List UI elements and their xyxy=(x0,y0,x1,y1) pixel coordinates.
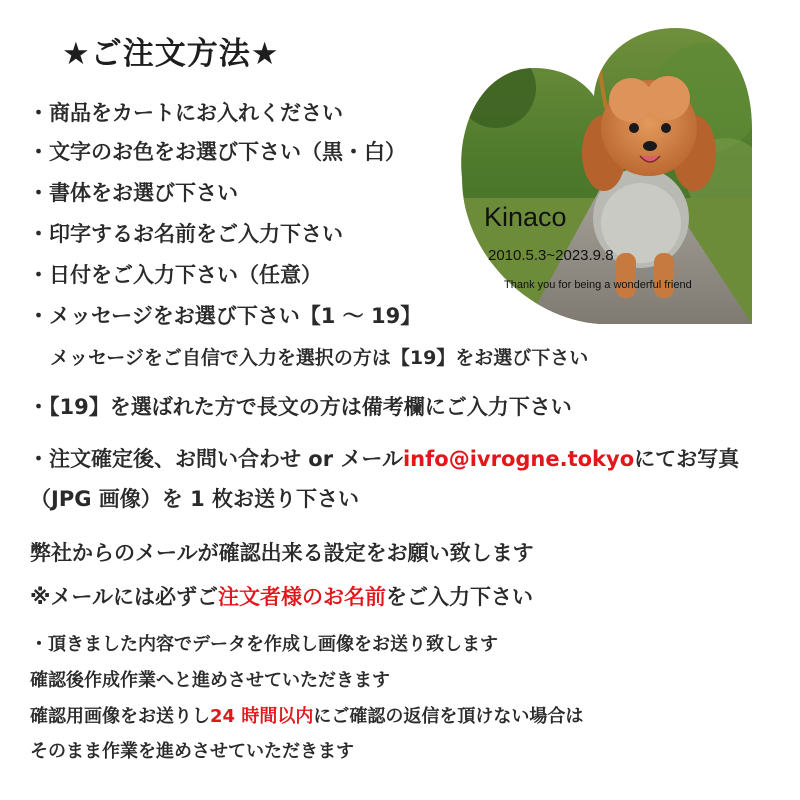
step-6: ・メッセージをお選び下さい【1 ～ 19】 xyxy=(28,304,422,328)
plate-dates: 2010.5.3~2023.9.8 xyxy=(488,247,614,264)
name-line-highlight: 注文者様のお名前 xyxy=(218,585,386,609)
email-setting-line: 弊社からのメールが確認出来る設定をお願い致します xyxy=(30,541,534,565)
photo-line-2: （JPG 画像）を 1 枚お送り下さい xyxy=(30,487,359,511)
process-line-2: 確認後作成作業へと進めさせていただきます xyxy=(30,670,390,691)
email-link[interactable]: info@ivrogne.tokyo xyxy=(402,447,635,471)
process-line-3-after: にご確認の返信を頂けない場合は xyxy=(313,706,584,727)
process-line-1: ・頂きました内容でデータを作成し画像をお送り致します xyxy=(30,634,498,655)
photo-line-before: ・注文確定後、お問い合わせ or メール xyxy=(28,447,403,471)
heart-plate-image xyxy=(456,28,752,324)
step-3: ・書体をお選び下さい xyxy=(28,181,238,205)
photo-line xyxy=(28,443,739,473)
name-line xyxy=(30,581,533,611)
step-1: ・商品をカートにお入れください xyxy=(28,101,343,125)
process-line-3-before: 確認用画像をお送りし xyxy=(30,706,210,727)
page-title: ★ご注文方法★ xyxy=(62,36,280,72)
step-note: メッセージをご自信で入力を選択の方は【19】をお選び下さい xyxy=(50,347,589,369)
long-message-line: ・【19】を選ばれた方で長文の方は備考欄にご入力下さい xyxy=(28,395,572,419)
plate-message: Thank you for being a wonderful friend xyxy=(504,279,692,291)
step-2: ・文字のお色をお選び下さい（黒・白） xyxy=(28,140,406,164)
step-4: ・印字するお名前をご入力下さい xyxy=(28,222,343,246)
name-line-before: ※メールには必ずご xyxy=(30,585,218,609)
name-line-after: をご入力下さい xyxy=(386,585,533,609)
plate-name: Kinaco xyxy=(484,202,567,232)
process-line-3 xyxy=(30,702,583,728)
step-5: ・日付をご入力下さい（任意） xyxy=(28,263,322,287)
process-line-3-highlight: 24 時間以内 xyxy=(210,706,314,727)
photo-line-after: にてお写真 xyxy=(634,447,740,471)
process-line-4: そのまま作業を進めさせていただきます xyxy=(30,741,354,762)
